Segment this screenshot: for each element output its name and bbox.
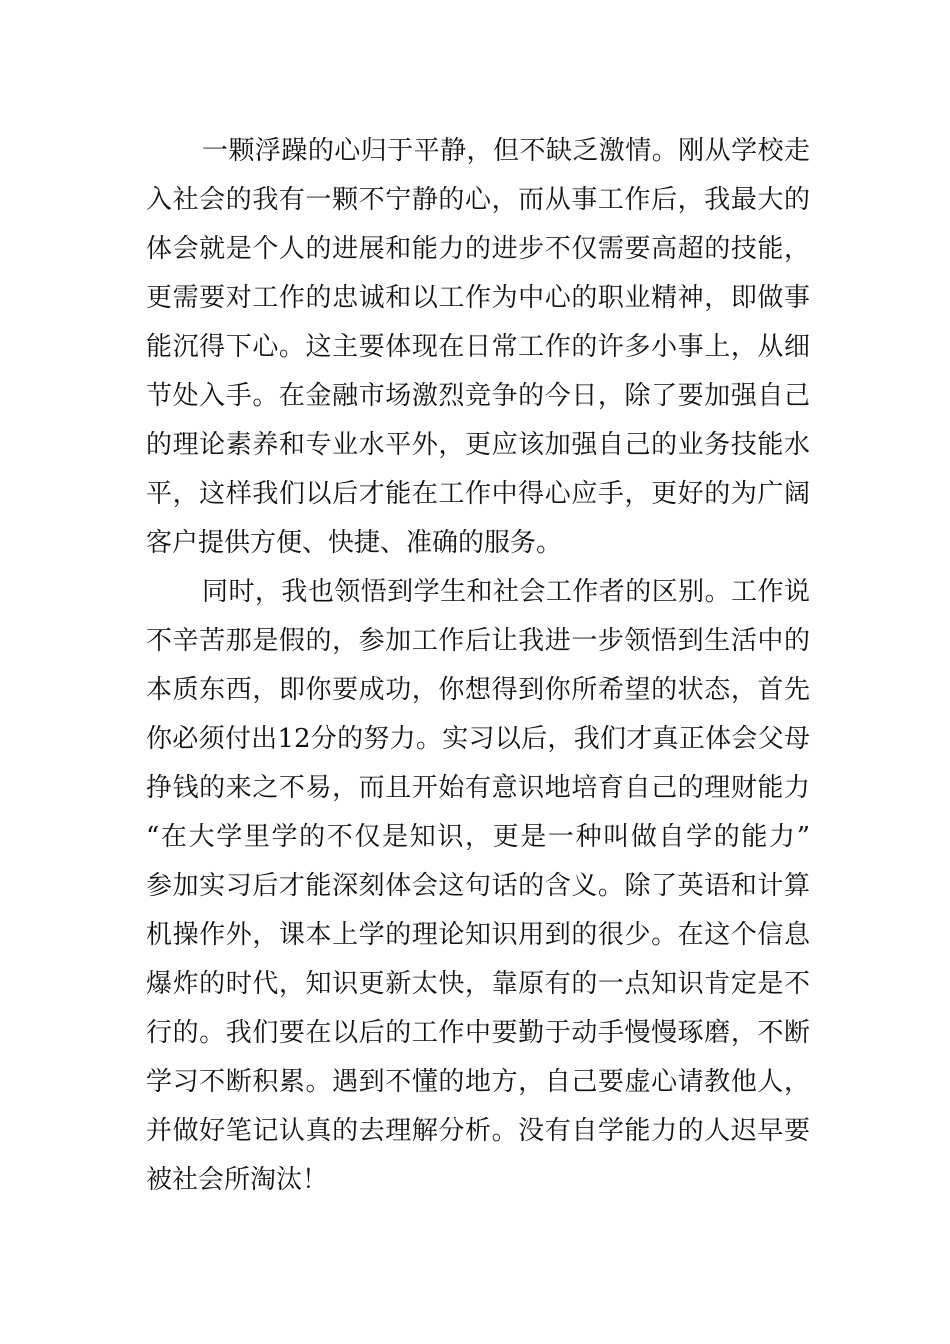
document-body (146, 127, 810, 1205)
paragraph-line: 你必须付出12分的努力。实习以后，我们才真正体会父母 (146, 724, 810, 754)
paragraph-line: “在大学里学的不仅是知识，更是一种叫做自学的能力” (146, 822, 810, 852)
paragraph-line: 一颗浮躁的心归于平静，但不缺乏激情。刚从学校走 (202, 136, 810, 166)
paragraph-line: 被社会所淘汰！ (146, 1165, 329, 1195)
paragraph-line: 参加实习后才能深刻体会这句话的含义。除了英语和计算 (146, 871, 810, 901)
paragraph-line: 的理论素养和专业水平外，更应该加强自己的业务技能水 (146, 430, 810, 460)
paragraph-line: 挣钱的来之不易，而且开始有意识地培育自己的理财能力 (146, 773, 810, 803)
paragraph-2 (146, 568, 810, 1205)
paragraph-line: 节处入手。在金融市场激烈竞争的今日，除了要加强自己 (146, 381, 810, 411)
paragraph-line: 不辛苦那是假的，参加工作后让我进一步领悟到生活中的 (146, 626, 810, 656)
paragraph-line: 本质东西，即你要成功，你想得到你所希望的状态，首先 (146, 675, 810, 705)
paragraph-line: 客户提供方便、快捷、准确的服务。 (146, 528, 563, 558)
paragraph-line: 爆炸的时代，知识更新太快，靠原有的一点知识肯定是不 (146, 969, 810, 999)
paragraph-line: 体会就是个人的进展和能力的进步不仅需要高超的技能， (146, 234, 810, 264)
paragraph-line: 入社会的我有一颗不宁静的心，而从事工作后，我最大的 (146, 185, 810, 215)
paragraph-line: 行的。我们要在以后的工作中要勤于动手慢慢琢磨，不断 (146, 1018, 810, 1048)
paragraph-line: 能沉得下心。这主要体现在日常工作的许多小事上，从细 (146, 332, 810, 362)
paragraph-line: 平，这样我们以后才能在工作中得心应手，更好的为广阔 (146, 479, 810, 509)
paragraph-line: 并做好笔记认真的去理解分析。没有自学能力的人迟早要 (146, 1116, 810, 1146)
paragraph-line: 机操作外，课本上学的理论知识用到的很少。在这个信息 (146, 920, 810, 950)
paragraph-1 (146, 127, 810, 568)
paragraph-line: 学习不断积累。遇到不懂的地方，自己要虚心请教他人， (146, 1067, 810, 1097)
paragraph-line: 同时，我也领悟到学生和社会工作者的区别。工作说 (202, 577, 810, 607)
paragraph-line: 更需要对工作的忠诚和以工作为中心的职业精神，即做事 (146, 283, 810, 313)
